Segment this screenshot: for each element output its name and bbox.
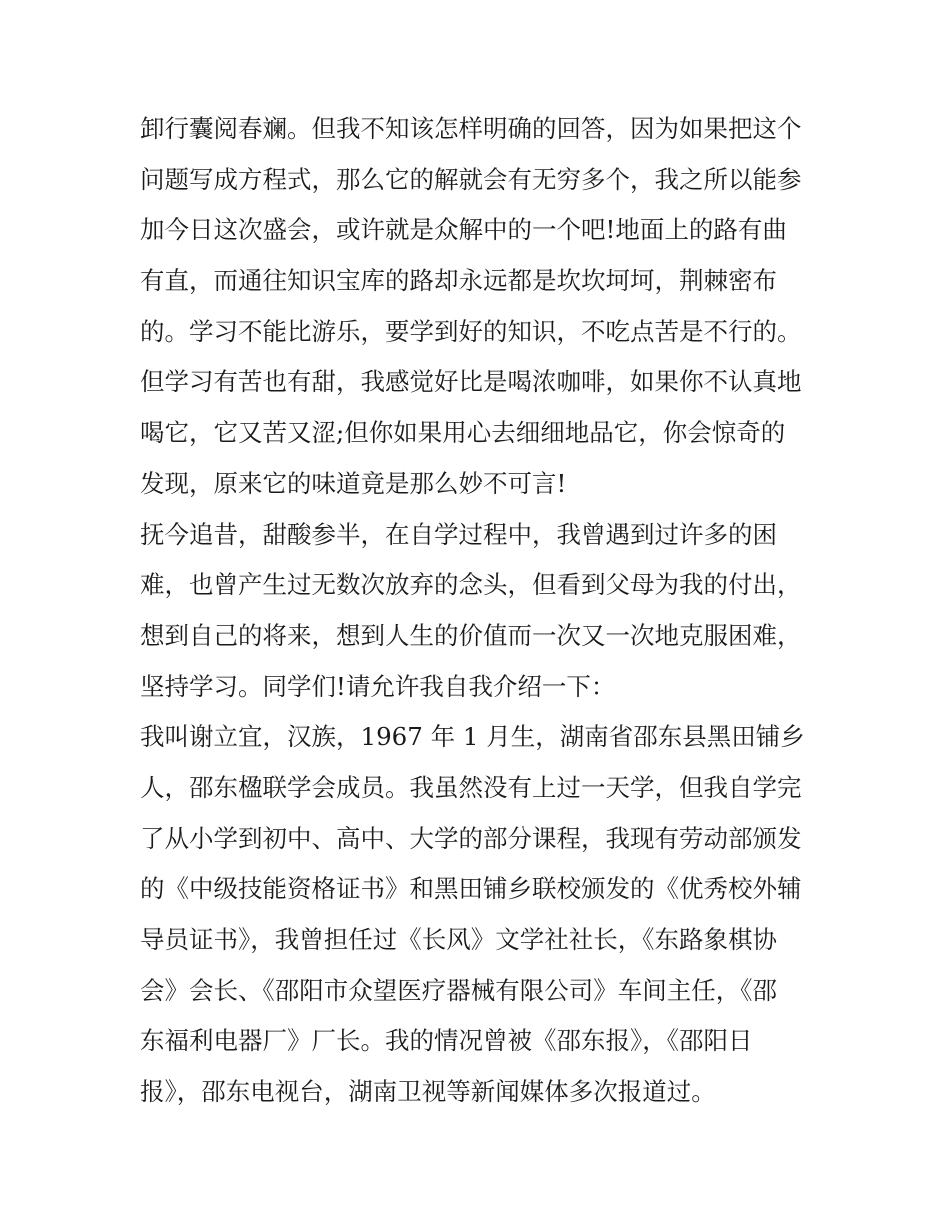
text-line: 发现，原来它的味道竟是那么妙不可言! [140,468,567,498]
text-line: 会》会长、《邵阳市众望医疗器械有限公司》车间主任，《邵 [140,975,777,1005]
text-line: 的《中级技能资格证书》和黑田铺乡联校颁发的《优秀校外辅 [140,874,802,904]
text-line: 但学习有苦也有甜，我感觉好比是喝浓咖啡，如果你不认真地 [140,367,802,397]
text-line: 有直，而通往知识宝库的路却永远都是坎坎坷坷，荆棘密布 [140,266,777,296]
text-line: 卸行囊阅春斓。但我不知该怎样明确的回答，因为如果把这个 [140,114,802,143]
text-line: 报》，邵东电视台，湖南卫视等新闻媒体多次报道过。 [140,1077,716,1107]
text-line: 难，也曾产生过无数次放弃的念头，但看到父母为我的付出， [140,570,802,600]
text-line: 想到自己的将来，想到人生的价值而一次又一次地克服困难， [140,620,802,650]
body-text [140,104,820,1118]
text-line: 的。学习不能比游乐，要学到好的知识，不吃点苦是不行的。 [140,316,802,346]
text-line: 了从小学到初中、高中、大学的部分课程，我现有劳动部颁发 [140,823,802,853]
text-line: 加今日这次盛会，或许就是众解中的一个吧!地面上的路有曲 [140,215,787,245]
text-line: 导员证书》，我曾担任过《长风》文学社社长，《东路象棋协 [140,925,777,954]
text-line: 我叫谢立宜，汉族，1967 年 1 月生，湖南省邵东县黑田铺乡 [140,722,805,752]
text-line: 东福利电器厂》厂长。我的情况曾被《邵东报》，《邵阳日 [140,1026,753,1056]
text-line: 喝它，它又苦又涩;但你如果用心去细细地品它，你会惊奇的 [140,418,786,448]
text-line: 抚今追昔，甜酸参半，在自学过程中，我曾遇到过许多的困 [140,519,777,549]
text-line: 问题写成方程式，那么它的解就会有无穷多个，我之所以能参 [140,164,802,194]
text-line: 坚持学习。同学们!请允许我自我介绍一下： [140,671,616,701]
text-line: 人，邵东楹联学会成员。我虽然没有上过一天学，但我自学完 [140,772,802,802]
